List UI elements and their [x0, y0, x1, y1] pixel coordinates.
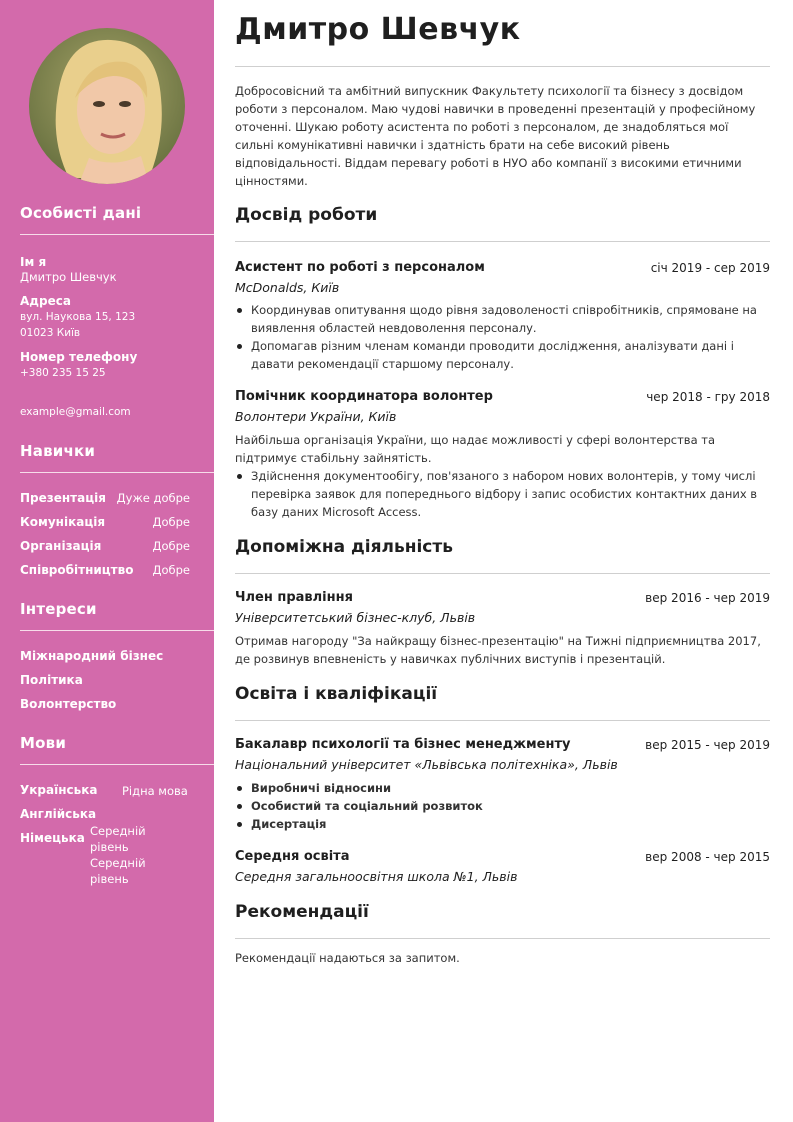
- activities-heading: Допоміжна діяльність: [235, 537, 453, 557]
- job-org: McDonalds, Київ: [235, 280, 340, 295]
- language-name: Німецька: [20, 831, 85, 845]
- education-dates: вер 2008 - чер 2015: [645, 850, 770, 864]
- job-dates: січ 2019 - сер 2019: [650, 261, 770, 275]
- skill-level: Добре: [152, 539, 190, 553]
- language-level: Середній рівень: [90, 824, 146, 854]
- address-line2: 01023 Київ: [20, 327, 81, 339]
- skill-name: Комунікація: [20, 515, 106, 529]
- activity-org: Університетський бізнес-клуб, Львів: [235, 610, 476, 625]
- list-item: Виробничі відносини: [235, 779, 770, 797]
- skill-name: Організація: [20, 539, 102, 553]
- list-item: Особистий та соціальний розвиток: [235, 797, 770, 815]
- job-dates: чер 2018 - гру 2018: [646, 390, 770, 404]
- skill-level: Дуже добре: [116, 491, 190, 505]
- education-bullets: [235, 779, 770, 833]
- job-bullets: [235, 467, 770, 521]
- avatar: [29, 28, 185, 184]
- profile-photo: [29, 28, 185, 184]
- divider: [20, 764, 214, 765]
- education-title: Бакалавр психології та бізнес менеджменту: [235, 737, 571, 752]
- language-level: Рідна мова: [122, 784, 188, 798]
- summary: Добросовісний та амбітний випускник Факультету психології та бізнесу з досвідом роботи з персоналом. Маю чудові навички в проведенні презентацій у професійному оточенні. Шукаю роботу асистента по роботі з персоналом, де знадобляться мої сильні комунікативні навички і здатність брати на себе високий рівень відповідальності. Віддам перевагу роботі в НУО або компанії з високими етичними цінностями.: [235, 84, 756, 188]
- education-heading: Освіта і кваліфікації: [235, 684, 438, 704]
- references-heading: Рекомендації: [235, 902, 369, 922]
- skill-level: Добре: [152, 515, 190, 529]
- languages-heading: Мови: [20, 734, 67, 752]
- list-item: Дисертація: [235, 815, 770, 833]
- skill-name: Співробітництво: [20, 563, 134, 577]
- education-title: Середня освіта: [235, 849, 350, 864]
- education-org: Середня загальноосвітня школа №1, Львів: [235, 869, 518, 884]
- name-value: Дмитро Шевчук: [20, 270, 117, 284]
- education-org: Національний університет «Львівська політехніка», Львів: [235, 757, 618, 772]
- phone-label: Номер телефону: [20, 350, 138, 364]
- job-bullets: [235, 301, 770, 373]
- list-item: Допомагав різним членам команди проводити дослідження, аналізувати дані і давати рекомендації старшому персоналу.: [235, 337, 770, 373]
- job-title: Асистент по роботі з персоналом: [235, 260, 485, 275]
- language-name: Українська: [20, 783, 98, 797]
- activity-title: Член правління: [235, 590, 353, 605]
- interest-item: Волонтерство: [20, 697, 117, 711]
- language-name: Англійська: [20, 807, 97, 821]
- job-title: Помічник координатора волонтер: [235, 389, 493, 404]
- name-label: Ім я: [20, 255, 47, 269]
- references-text: Рекомендації надаються за запитом.: [235, 951, 460, 965]
- language-level: Середній рівень: [90, 856, 146, 886]
- divider: [235, 573, 770, 574]
- education-dates: вер 2015 - чер 2019: [645, 738, 770, 752]
- interest-item: Політика: [20, 673, 83, 687]
- address-label: Адреса: [20, 294, 71, 308]
- skills-heading: Навички: [20, 442, 96, 460]
- skill-name: Презентація: [20, 491, 106, 505]
- divider: [235, 720, 770, 721]
- list-item: Координував опитування щодо рівня задоволеності співробітників, спрямоване на виявлення областей невдоволення персоналу.: [235, 301, 770, 337]
- experience-heading: Досвід роботи: [235, 205, 378, 225]
- divider: [20, 472, 214, 473]
- job-description: Найбільша організація України, що надає можливості у сфері волонтерства та підтримує стабільну зайнятість.: [235, 433, 716, 465]
- activity-description: Отримав нагороду "За найкращу бізнес-презентацію" на Тижні підприємництва 2017, де розвинув впевненість у навичках публічних виступів і презентацій.: [235, 634, 761, 666]
- divider: [235, 938, 770, 939]
- sidebar: [0, 0, 214, 1122]
- skill-level: Добре: [152, 563, 190, 577]
- divider: [20, 234, 214, 235]
- activity-dates: вер 2016 - чер 2019: [645, 591, 770, 605]
- email-link[interactable]: example@gmail.com: [20, 406, 131, 418]
- job-org: Волонтери України, Київ: [235, 409, 397, 424]
- divider: [235, 241, 770, 242]
- list-item: Здійснення документообігу, пов'язаного з набором нових волонтерів, у тому числі перевірка заявок для попереднього відбору і запис особистих контактних даних в базу даних Microsoft Access.: [235, 467, 770, 521]
- phone-value: +380 235 15 25: [20, 367, 106, 379]
- page-title: Дмитро Шевчук: [235, 12, 521, 47]
- divider: [235, 66, 770, 67]
- divider: [20, 630, 214, 631]
- personal-heading: Особисті дані: [20, 204, 142, 222]
- address-line1: вул. Наукова 15, 123: [20, 311, 136, 323]
- interests-heading: Інтереси: [20, 600, 97, 618]
- interest-item: Міжнародний бізнес: [20, 649, 164, 663]
